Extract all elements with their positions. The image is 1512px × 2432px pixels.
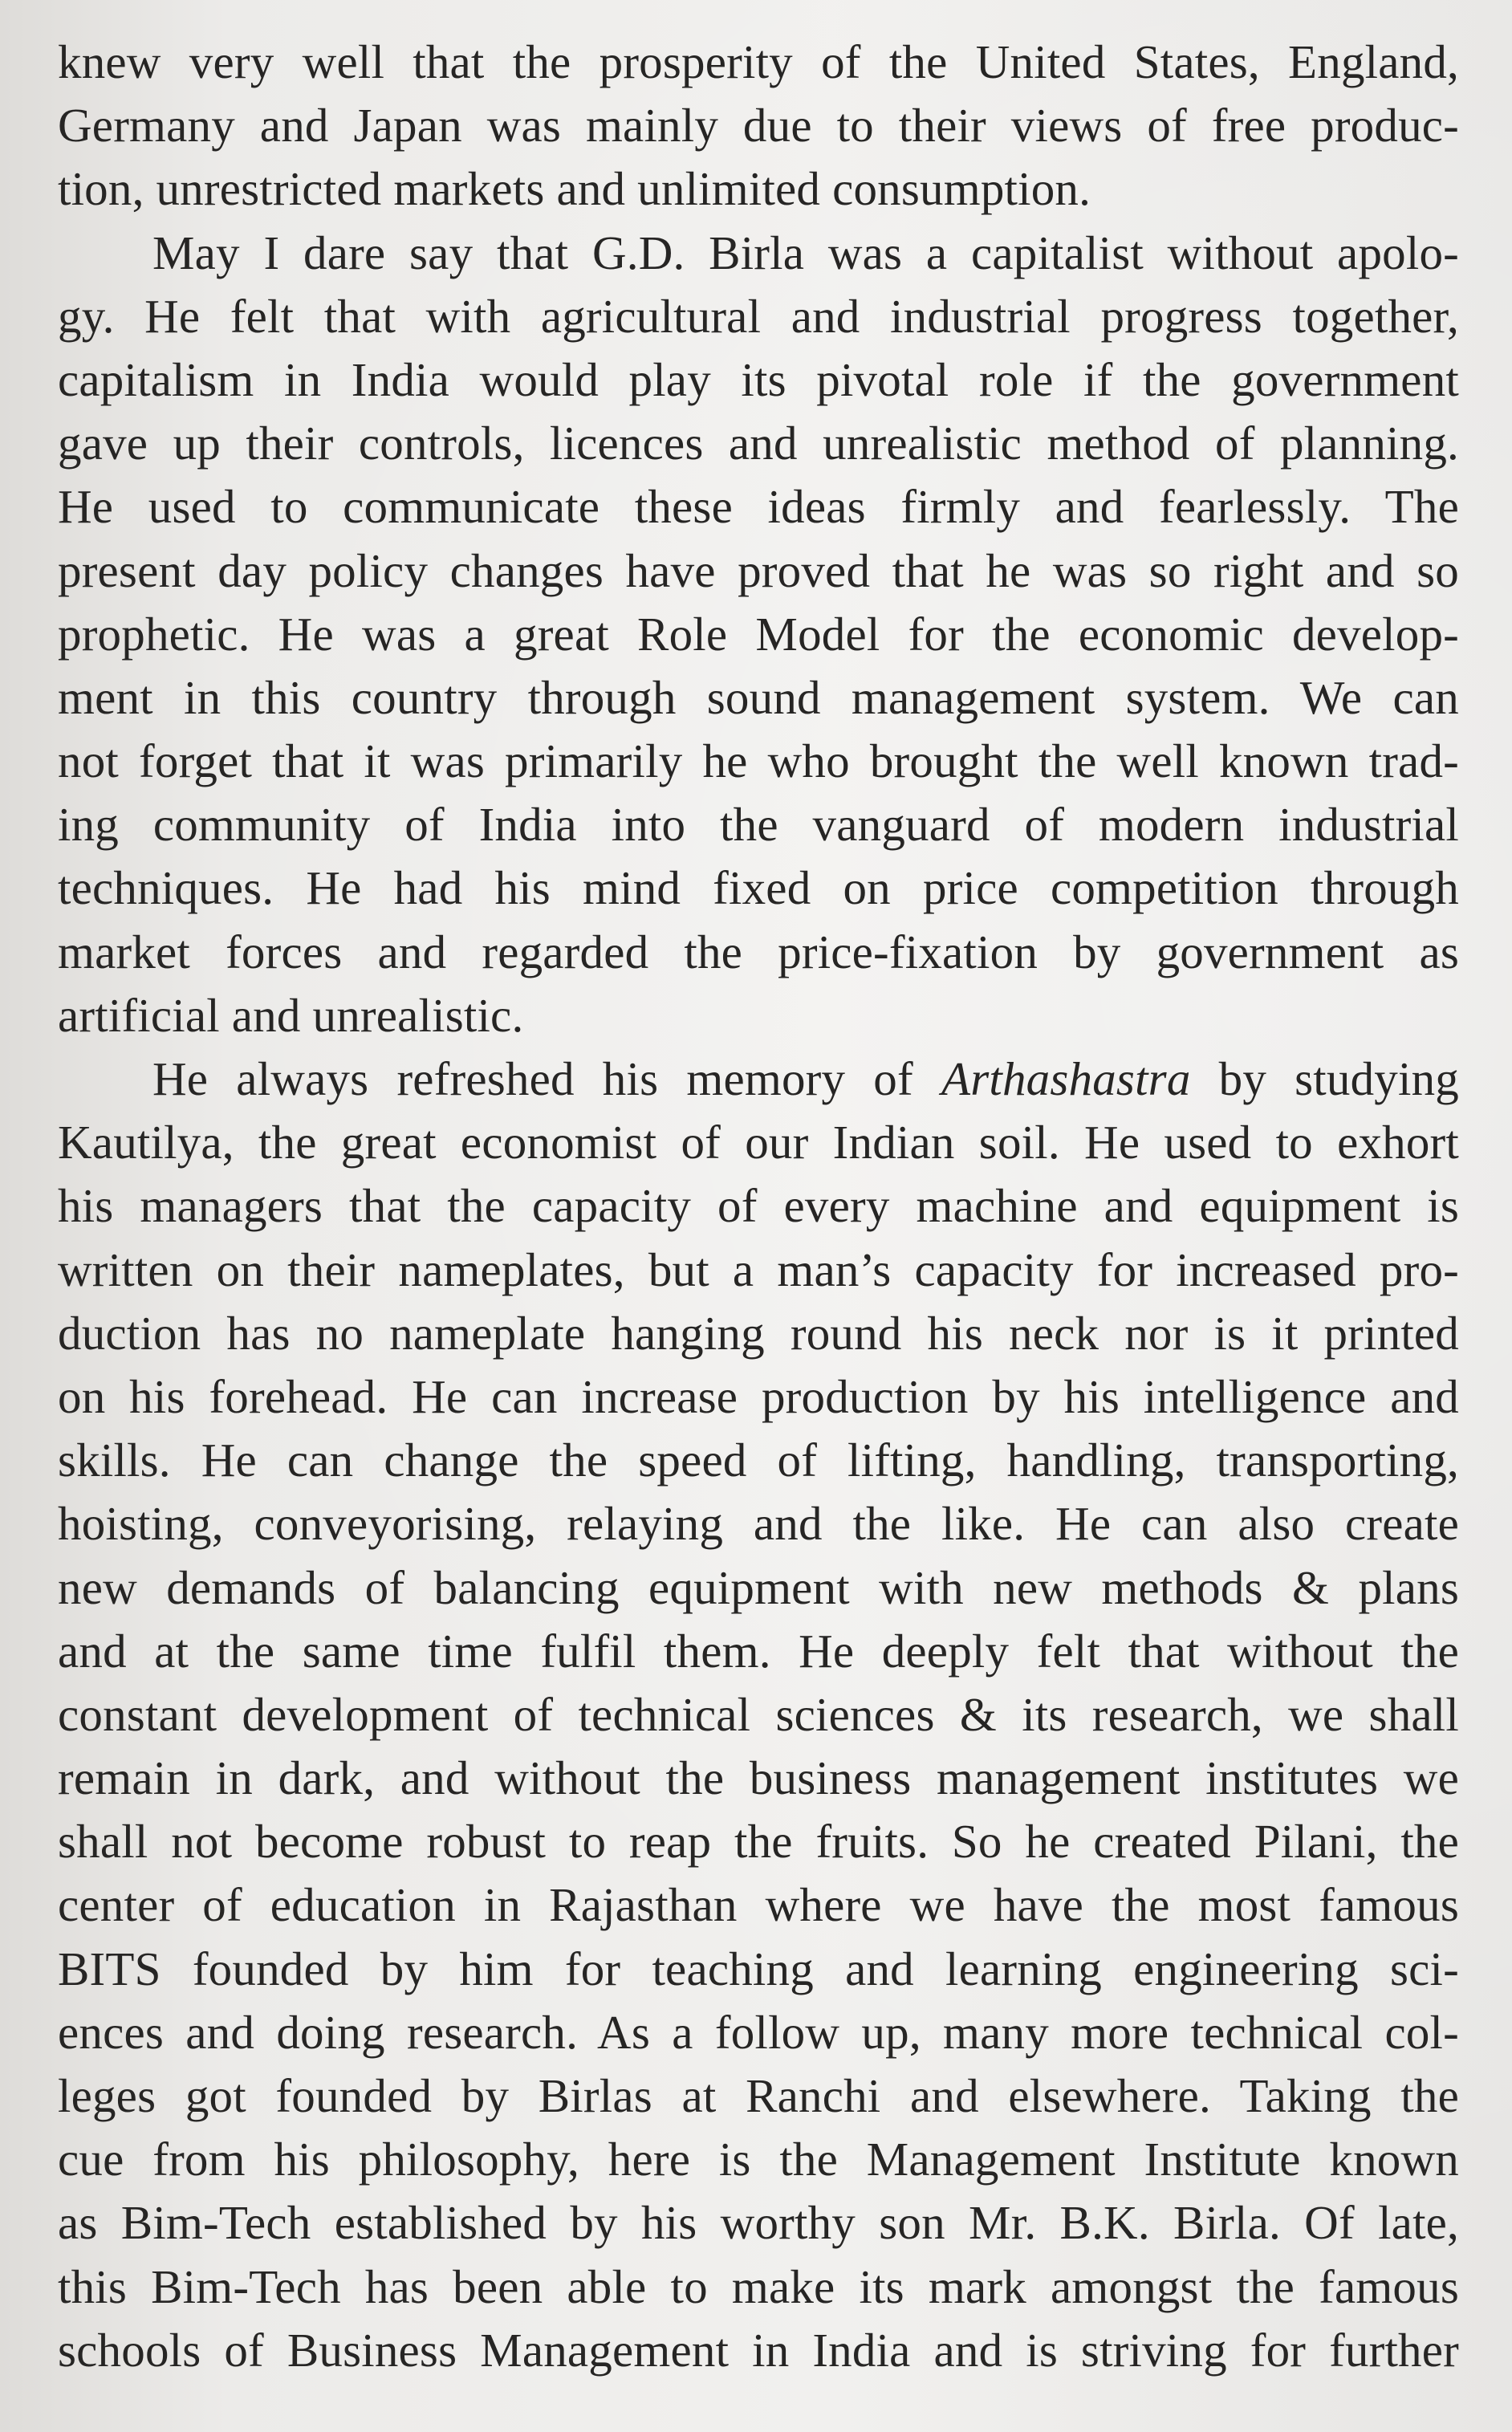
text-line: this Bim-Tech has been able to make its mark amongst the famous — [58, 2259, 1459, 2313]
text-line: market forces and regarded the price-fixation by government as — [58, 925, 1459, 978]
text-line: ment in this country through sound management system. We can — [58, 670, 1459, 724]
text-line: knew very well that the prosperity of the United States, England, — [58, 35, 1459, 88]
text-line: constant development of technical sciences & its research, we shall — [58, 1687, 1459, 1741]
text-line: duction has no nameplate hanging round his neck nor is it printed — [58, 1306, 1459, 1360]
paragraph-first-line — [58, 1047, 1459, 1111]
text-line: Kautilya, the great economist of our Indian soil. He used to exhort — [58, 1116, 1459, 1169]
text-line: remain in dark, and without the business management institutes we — [58, 1751, 1459, 1805]
text-line: present day policy changes have proved that he was so right and so — [58, 543, 1459, 597]
text-line: as Bim-Tech established by his worthy son Mr. B.K. Birla. Of late, — [58, 2196, 1459, 2250]
text-line: cue from his philosophy, here is the Management Institute known — [58, 2133, 1459, 2186]
text-line: shall not become robust to reap the fruits. So he created Pilani, the — [58, 1815, 1459, 1869]
body-text — [58, 31, 1459, 2382]
text-line: gave up their controls, licences and unrealistic method of planning. — [58, 417, 1459, 470]
paragraph-first-line: May I dare say that G.D. Birla was a capitalist without apolo- — [152, 226, 1459, 279]
text-line: ing community of India into the vanguard of modern industrial — [58, 798, 1459, 852]
text-line: center of education in Rajasthan where we have the most famous — [58, 1878, 1459, 1932]
text-line: hoisting, conveyorising, relaying and the like. He can also create — [58, 1497, 1459, 1551]
text-line: Germany and Japan was mainly due to their views of free produc- — [58, 99, 1459, 153]
text-line: leges got founded by Birlas at Ranchi and elsewhere. Taking the — [58, 2069, 1459, 2122]
text-line: skills. He can change the speed of lifting, handling, transporting, — [58, 1434, 1459, 1487]
text-line: not forget that it was primarily he who brought the well known trad- — [58, 734, 1459, 788]
text-line: schools of Business Management in India and is striving for further — [58, 2323, 1459, 2377]
text-line: new demands of balancing equipment with new methods & plans — [58, 1560, 1459, 1614]
text-line: prophetic. He was a great Role Model for the economic develop- — [58, 607, 1459, 661]
text-run: by studying — [1190, 1052, 1459, 1105]
text-line: capitalism in India would play its pivotal role if the government — [58, 352, 1459, 406]
text-line: He used to communicate these ideas firmly and fearlessly. The — [58, 480, 1459, 534]
text-line: tion, unrestricted markets and unlimited consumption. — [58, 162, 1091, 216]
text-line: and at the same time fulfil them. He deeply felt that without the — [58, 1624, 1459, 1678]
text-line: BITS founded by him for teaching and learning engineering sci- — [58, 1942, 1459, 1995]
text-line: his managers that the capacity of every machine and equipment is — [58, 1179, 1459, 1233]
text-run: He always refreshed his memory of — [152, 1052, 941, 1105]
text-line: techniques. He had his mind fixed on price competition through — [58, 861, 1459, 915]
text-line: artificial and unrealistic. — [58, 988, 524, 1042]
text-line: on his forehead. He can increase production by his intelligence and — [58, 1369, 1459, 1423]
text-line: ences and doing research. As a follow up, many more technical col- — [58, 2005, 1459, 2059]
text-line: gy. He felt that with agricultural and industrial progress together, — [58, 289, 1459, 343]
book-title-italic: Arthashastra — [941, 1052, 1191, 1105]
text-line: written on their nameplates, but a man’s capacity for increased pro- — [58, 1242, 1459, 1296]
